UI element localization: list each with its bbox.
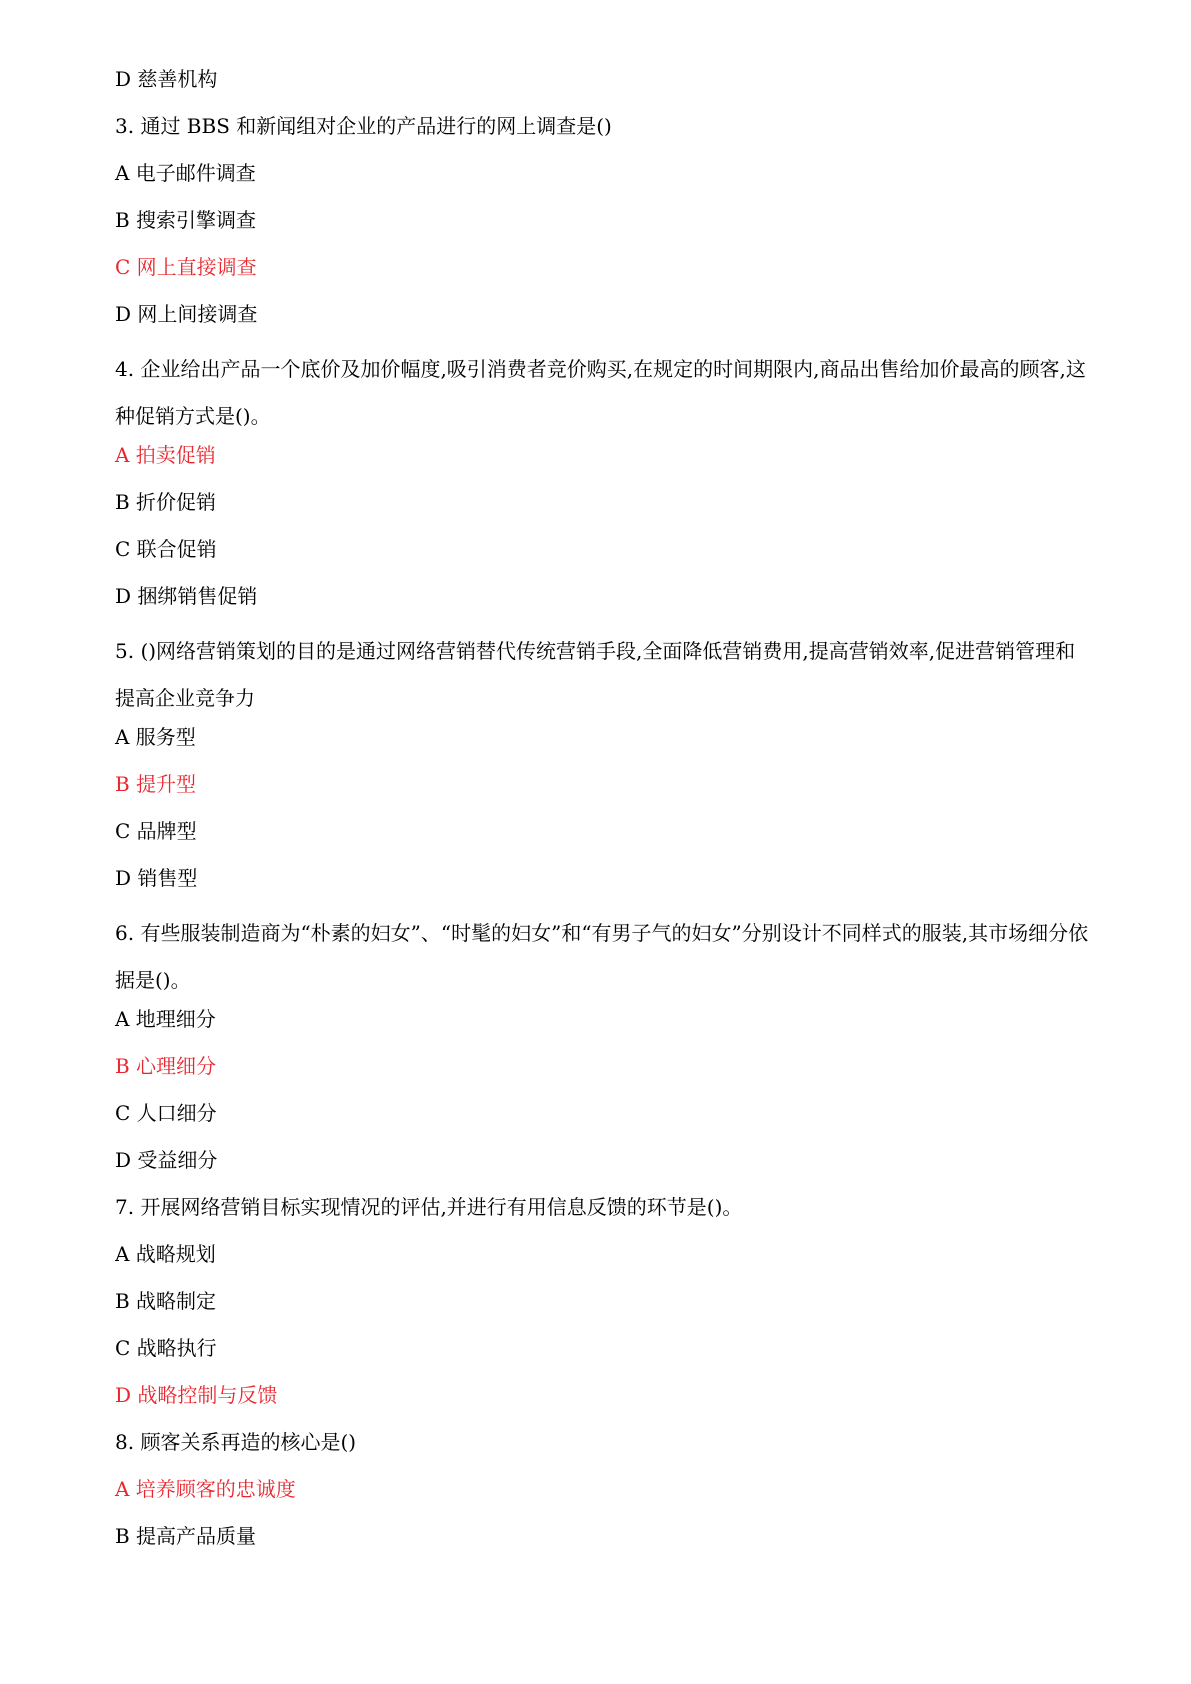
question-line: 4. 企业给出产品一个底价及加价幅度,吸引消费者竞价购买,在规定的时间期限内,商品出售给加价最高的顾客,这种促销方式是()。	[115, 357, 1086, 428]
correct-answer-line: B 提升型	[115, 772, 197, 796]
correct-answer-line: A 拍卖促销	[115, 443, 216, 467]
option-line: C 战略执行	[115, 1336, 217, 1360]
option-line: A 电子邮件调查	[115, 161, 256, 185]
option-line: D 销售型	[115, 866, 198, 890]
option-line: C 联合促销	[115, 537, 217, 561]
question-line: 5. ()网络营销策划的目的是通过网络营销替代传统营销手段,全面降低营销费用,提高营销效率,促进营销管理和提高企业竞争力	[115, 639, 1076, 710]
option-line: B 搜索引擎调查	[115, 208, 257, 232]
question-line: 3. 通过 BBS 和新闻组对企业的产品进行的网上调查是()	[115, 114, 612, 138]
correct-answer-line: D 战略控制与反馈	[115, 1383, 278, 1407]
option-line: A 地理细分	[115, 1007, 216, 1031]
question-list	[115, 60, 1095, 1568]
option-line: B 提高产品质量	[115, 1524, 257, 1548]
option-line: C 人口细分	[115, 1101, 217, 1125]
question-line: 6. 有些服装制造商为“朴素的妇女”、“时髦的妇女”和“有男子气的妇女”分别设计不同样式的服装,其市场细分依据是()。	[115, 921, 1089, 992]
option-line: B 战略制定	[115, 1289, 217, 1313]
option-line: A 服务型	[115, 725, 196, 749]
option-line: B 折价促销	[115, 490, 217, 514]
option-line: D 受益细分	[115, 1148, 218, 1172]
option-line: D 慈善机构	[115, 67, 218, 91]
correct-answer-line: C 网上直接调查	[115, 255, 257, 279]
question-line: 8. 顾客关系再造的核心是()	[115, 1430, 357, 1454]
option-line: C 品牌型	[115, 819, 197, 843]
correct-answer-line: B 心理细分	[115, 1054, 217, 1078]
option-line: D 捆绑销售促销	[115, 584, 258, 608]
question-line: 7. 开展网络营销目标实现情况的评估,并进行有用信息反馈的环节是()。	[115, 1195, 743, 1219]
option-line: A 战略规划	[115, 1242, 216, 1266]
correct-answer-line: A 培养顾客的忠诚度	[115, 1477, 296, 1501]
option-line: D 网上间接调查	[115, 302, 258, 326]
